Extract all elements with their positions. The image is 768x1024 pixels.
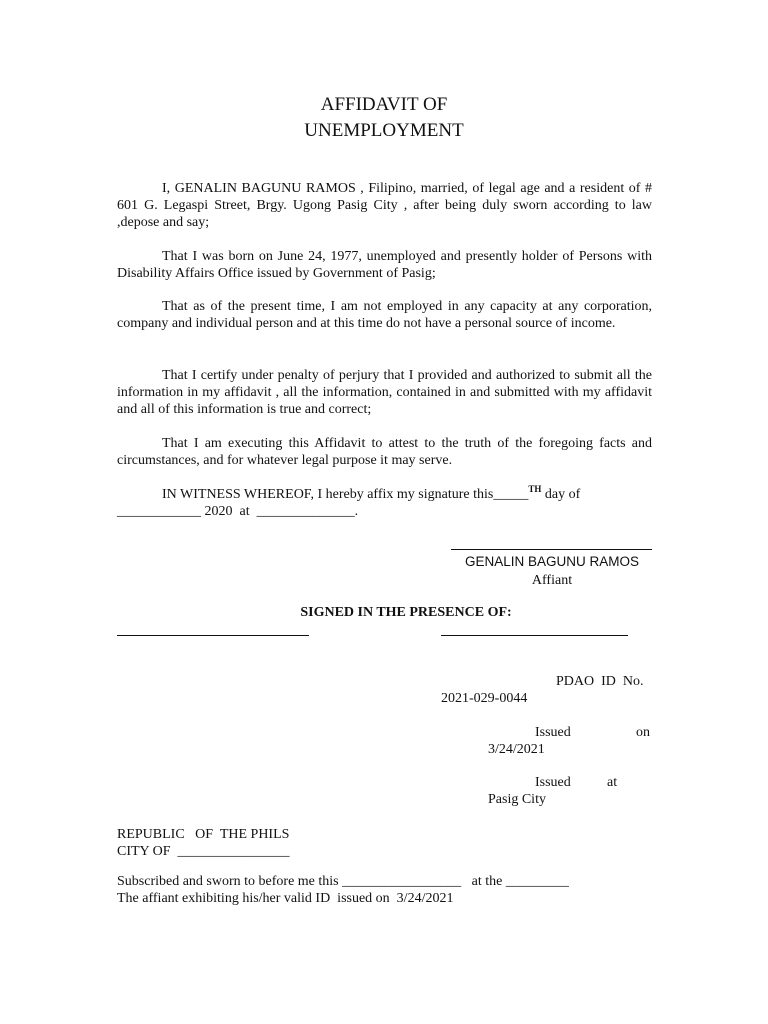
document-title-line-1: AFFIDAVIT OF — [320, 94, 448, 115]
paragraph-certify-text: That I certify under penalty of perjury that I provided and authorized to submit all the information in my affidavit , all the information, contained in and submitted with my affidavit and all of this information is true and correct; — [117, 368, 652, 417]
issued-on-label: Issued — [535, 725, 571, 740]
witness-date-place: ____________ 2020 at ______________. — [117, 504, 359, 519]
paragraph-certify — [117, 367, 652, 418]
affiant-signature-line — [451, 549, 652, 550]
paragraph-purpose-text: That I am executing this Affidavit to attest to the truth of the foregoing facts and circumstances, and for whatever legal purpose it may serve. — [117, 436, 652, 468]
document-title-line-2: UNEMPLOYMENT — [304, 120, 464, 141]
witness-clause — [162, 486, 652, 503]
issued-on-word: on — [636, 725, 650, 740]
issued-at-word: at — [607, 775, 618, 790]
affiant-name: GENALIN BAGUNU RAMOS — [464, 554, 640, 569]
jurat-subscribed: Subscribed and sworn to before me this _________________ at the _________ — [117, 874, 569, 889]
paragraph-unemployed-text: That as of the present time, I am not employed in any capacity at any corporation, company and individual person and at this time do not have a personal source of income. — [117, 299, 652, 331]
paragraph-identity-text: I, GENALIN BAGUNU RAMOS , Filipino, married, of legal age and a resident of # 601 G. Legaspi Street, Brgy. Ugong Pasig City , after being duly sworn according to law ,depose and say; — [117, 181, 652, 230]
jurat-city: CITY OF ________________ — [117, 844, 290, 859]
paragraph-unemployed — [117, 298, 652, 332]
witness-signature-line-2 — [441, 635, 628, 636]
paragraph-identity — [117, 180, 652, 231]
witness-superscript: TH — [528, 484, 542, 494]
pdao-id-label: PDAO ID No. — [556, 674, 644, 689]
paragraph-birth-text: That I was born on June 24, 1977, unemployed and presently holder of Persons with Disability Affairs Office issued by Government of Pasig; — [117, 249, 652, 281]
issued-at-label: Issued — [535, 775, 571, 790]
issued-on-value: 3/24/2021 — [488, 742, 545, 757]
issued-at-value: Pasig City — [488, 792, 546, 807]
pdao-id-value: 2021-029-0044 — [441, 691, 528, 706]
jurat-republic: REPUBLIC OF THE PHILS — [117, 827, 290, 842]
jurat-exhibit: The affiant exhibiting his/her valid ID issued on 3/24/2021 — [117, 891, 454, 906]
witness-signature-line-1 — [117, 635, 309, 636]
presence-heading: SIGNED IN THE PRESENCE OF: — [300, 605, 512, 620]
affiant-role: Affiant — [531, 573, 573, 588]
witness-tail: day of — [541, 487, 581, 502]
witness-lead: IN WITNESS WHEREOF, I hereby affix my signature this_____ — [162, 487, 529, 502]
paragraph-birth — [117, 248, 652, 282]
paragraph-purpose — [117, 435, 652, 469]
